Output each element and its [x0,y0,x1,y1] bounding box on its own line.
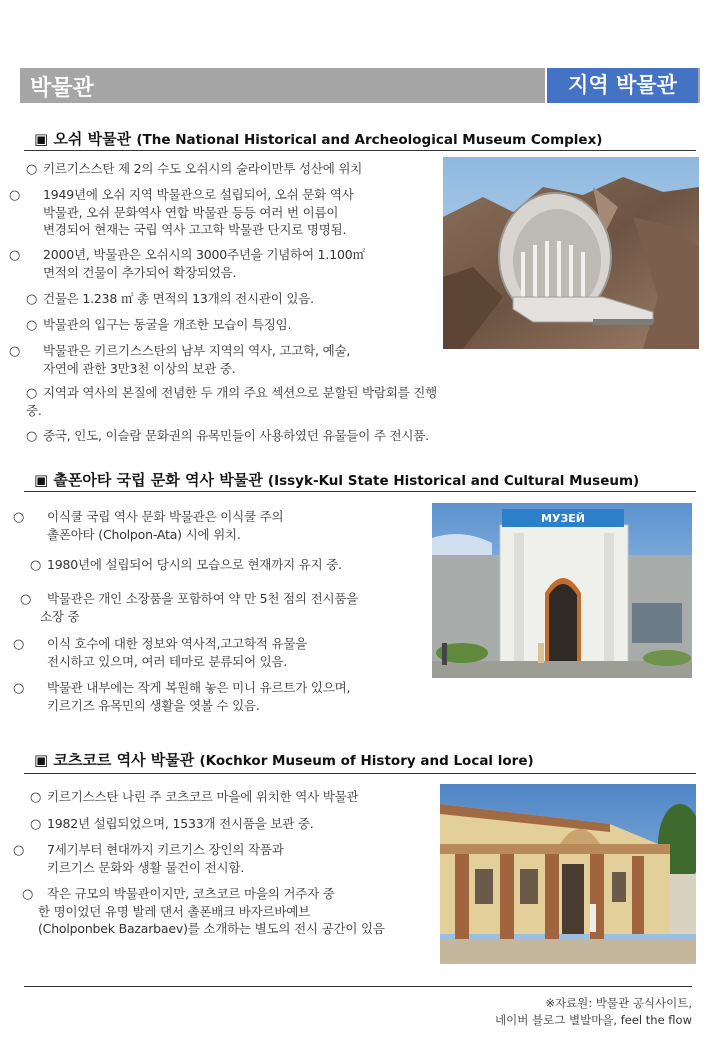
source-line-2: 네이버 블로그 별발마을, feel the flow [495,1013,692,1027]
list-item: ○ 키르기스스탄 나린 주 코츠코르 마을에 위치한 역사 박물관 [30,789,359,805]
list-item: ○ 1982년 설립되었으며, 1533개 전시품을 보관 중. [30,816,314,832]
list-item: ○ 박물관 내부에는 작게 복원해 놓은 미니 유르트가 있으며, 키르기즈 유목민의 생활을 엿볼 수 있음. [13,680,351,713]
section-marker: ▣ [34,751,49,769]
source-note [495,995,692,1029]
list-item: ○ 박물관의 입구는 동굴을 개조한 모습이 특징임. [26,317,292,333]
list-item: ○ 작은 규모의 박물관이지만, 코츠코르 마을의 거주자 중 한 명이었던 유명 발레 댄서 촐폰배크 바자르바예브 (Cholponbek Bazarbaev)를 소개하는 별도의 전시 공간이 있음 [22,886,385,936]
list-item: ○ 2000년, 박물관은 오쉬시의 3000주년을 기념하여 1.100㎡ 면적의 건물이 추가되어 확장되었음. [9,247,365,280]
page-header [20,68,700,103]
list-item: ○ 지역과 역사의 본질에 전념한 두 개의 주요 섹션으로 분할된 박람회를 진행 중. [26,385,437,418]
list-item: ○ 중국, 인도, 이슬람 문화권의 유목민들이 사용하였던 유물들이 주 전시품. [26,428,429,444]
bullet-list-cholpon-ata [13,508,435,714]
osh-museum-photo [443,157,699,349]
list-item: ○ 키르기스스탄 제 2의 수도 오쉬시의 술라이만투 성산에 위치 [26,161,363,177]
section-marker: ▣ [34,471,49,489]
cholpon-ata-museum-photo [432,503,692,678]
kochkor-museum-photo [440,784,696,964]
footer-divider [24,986,692,987]
section-title-osh [34,128,602,149]
category-badge: 지역 박물관 [545,68,698,103]
section-title-ko: 촐폰아타 국립 문화 역사 박물관 [53,471,263,489]
section-title-cholpon-ata [34,469,639,490]
list-item: ○ 건물은 1.238 ㎡ 총 면적의 13개의 전시관이 있음. [26,291,314,307]
bullet-list-osh [9,160,446,445]
bullet-list-kochkor [13,788,440,937]
museum-sign-text: МУЗЕЙ [541,512,585,525]
list-item: ○ 1980년에 설립되어 당시의 모습으로 현재까지 유지 중. [30,557,342,573]
list-item: ○ 박물관은 키르기스스탄의 남부 지역의 역사, 고고학, 예술, 자연에 관한 3만3천 이상의 보관 중. [9,343,351,376]
section-title-ko: 오쉬 박물관 [53,130,132,148]
list-item: ○ 이식쿨 국립 역사 문화 박물관은 이식쿨 주의 촐폰아타 (Cholpon-Ata) 시에 위치. [13,509,284,542]
section-marker: ▣ [34,130,49,148]
list-item: ○ 이식 호수에 대한 정보와 역사적,고고학적 유물을 전시하고 있으며, 여러 테마로 분류되어 있음. [13,636,308,669]
list-item: ○ 박물관은 개인 소장품을 포함하여 약 만 5천 점의 전시품을 소장 중 [20,591,359,624]
list-item: ○ 1949년에 오쉬 지역 박물관으로 설립되어, 오쉬 문화 역사 박물관, 오쉬 문화역사 연합 박물관 등등 여러 번 이름이 변경되어 현재는 국립 역사 고고학 박물관 단지로 명명됨. [9,187,354,237]
section-divider [24,150,696,151]
section-title-en: (Issyk-Kul State Historical and Cultural Museum) [267,473,640,489]
list-item: ○ 7세기부터 현대까지 키르기스 장인의 작품과 키르기스 문화와 생활 물건이 전시함. [13,842,284,875]
section-title-en: (The National Historical and Archeological Museum Complex) [136,132,603,148]
section-title-en: (Kochkor Museum of History and Local lore) [199,753,534,769]
page-title: 박물관 [30,76,94,101]
section-title-kochkor [34,749,534,770]
section-divider [24,773,696,774]
section-title-ko: 코츠코르 역사 박물관 [53,751,195,769]
section-divider [24,491,696,492]
source-line-1: ※자료원: 박물관 공식사이트, [545,996,692,1010]
